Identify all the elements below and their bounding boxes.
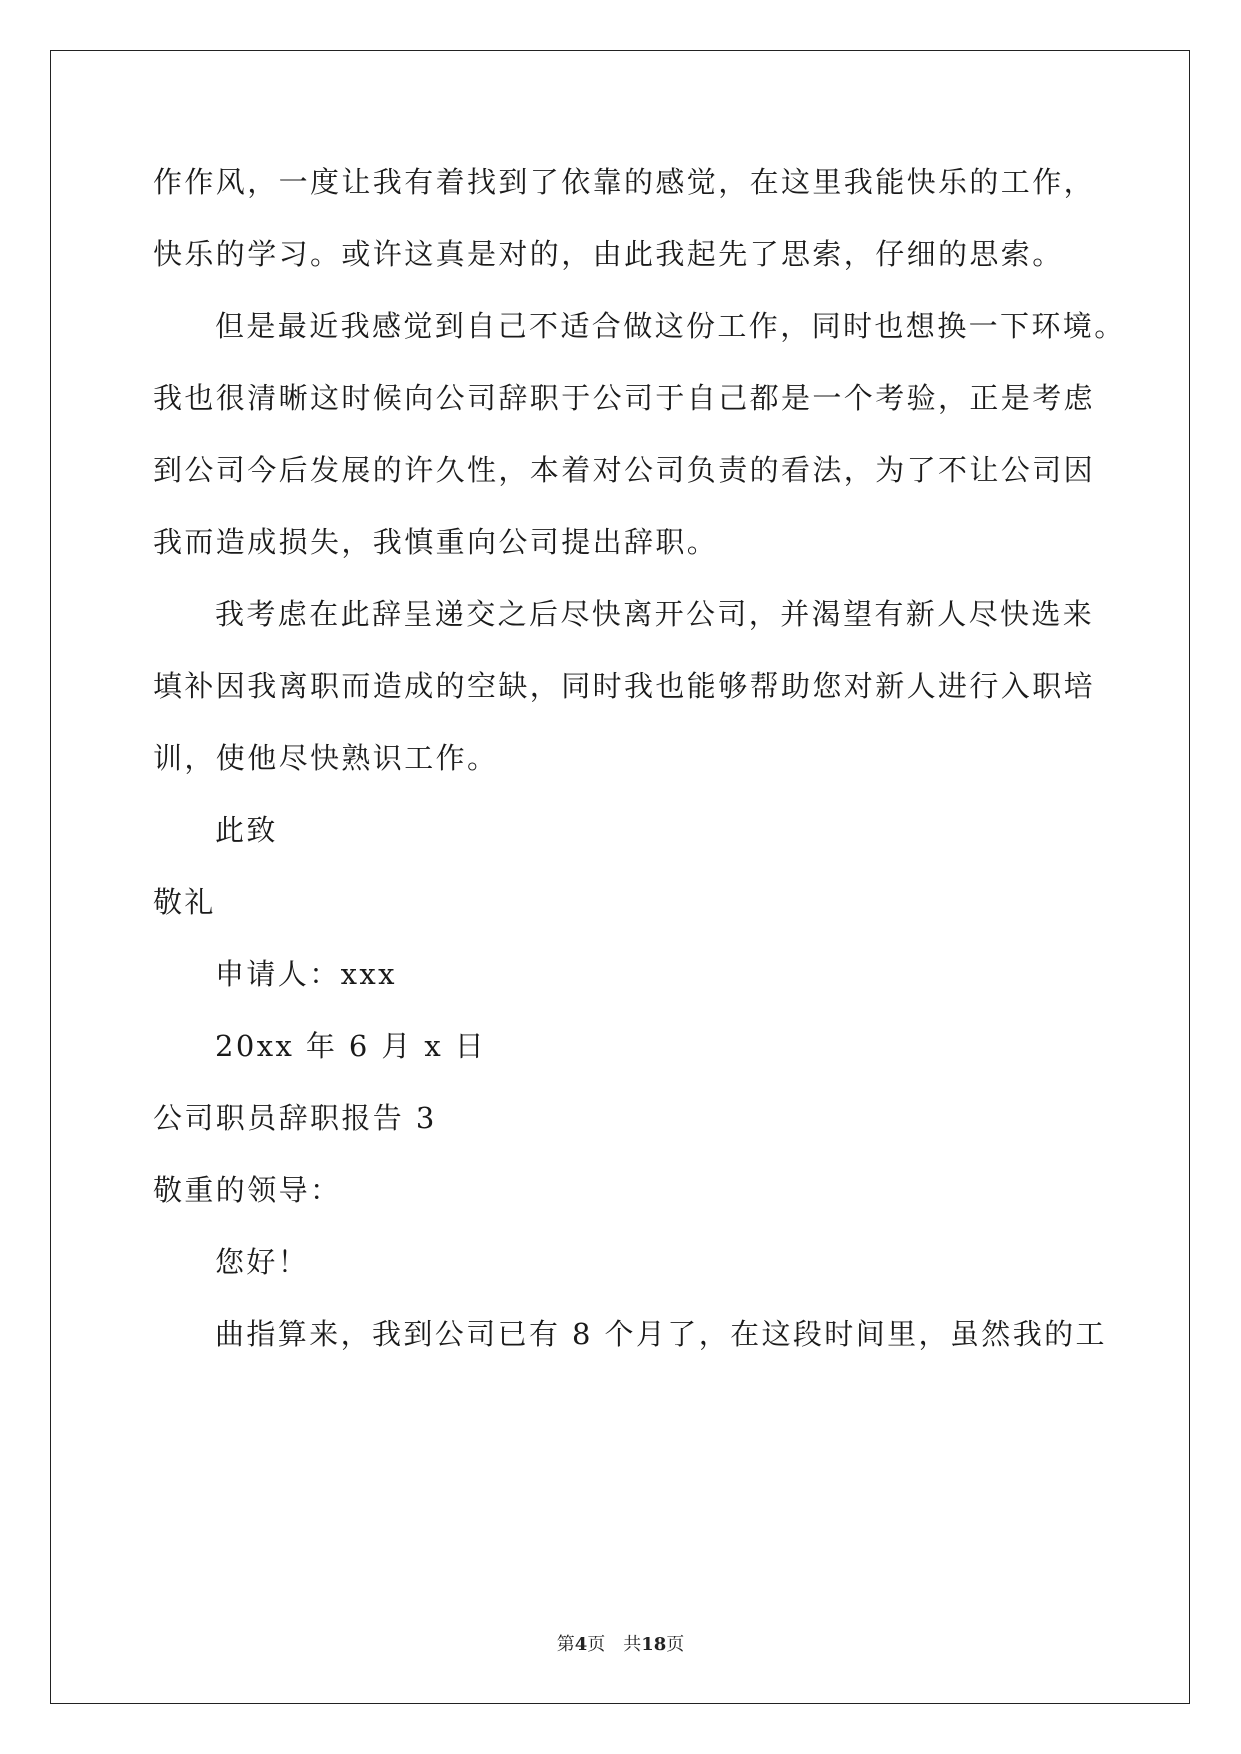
letter-date: 20xx 年 6 月 x 日 <box>215 1029 487 1063</box>
text-line: 作作风，一度让我有着找到了依靠的感觉，在这里我能快乐的工作， <box>153 165 1096 199</box>
footer-total-prefix: 共 <box>623 1634 642 1655</box>
footer-page-suffix: 页 <box>587 1634 606 1655</box>
paragraph-start: 但是最近我感觉到自己不适合做这份工作，同时也想换一下环境。 <box>215 309 1126 343</box>
footer-page-prefix: 第 <box>556 1634 575 1655</box>
closing-regards: 敬礼 <box>153 885 216 919</box>
paragraph-start: 曲指算来，我到公司已有 8 个月了，在这段时间里，虽然我的工 <box>215 1317 1107 1351</box>
closing-salutation: 此致 <box>215 813 278 847</box>
text-line: 到公司今后发展的许久性，本着对公司负责的看法，为了不让公司因 <box>153 453 1096 487</box>
letter-addressee: 敬重的领导： <box>153 1173 342 1207</box>
footer-page-total: 18 <box>641 1634 667 1655</box>
page-footer <box>0 1633 1241 1657</box>
page-border <box>50 50 1190 1704</box>
text-line: 我而造成损失，我慎重向公司提出辞职。 <box>153 525 719 559</box>
text-line: 快乐的学习。或许这真是对的，由此我起先了思索，仔细的思索。 <box>153 237 1064 271</box>
text-line: 填补因我离职而造成的空缺，同时我也能够帮助您对新人进行入职培 <box>153 669 1096 703</box>
footer-page-current: 4 <box>574 1634 588 1655</box>
applicant-signature: 申请人：xxx <box>215 957 397 991</box>
text-line: 我也很清晰这时候向公司辞职于公司于自己都是一个考验，正是考虑 <box>153 381 1096 415</box>
footer-total-suffix: 页 <box>666 1634 685 1655</box>
paragraph-start: 我考虑在此辞呈递交之后尽快离开公司，并渴望有新人尽快选来 <box>215 597 1095 631</box>
text-line: 训，使他尽快熟识工作。 <box>153 741 499 775</box>
greeting: 您好！ <box>215 1245 310 1279</box>
section-title: 公司职员辞职报告 3 <box>153 1101 437 1135</box>
